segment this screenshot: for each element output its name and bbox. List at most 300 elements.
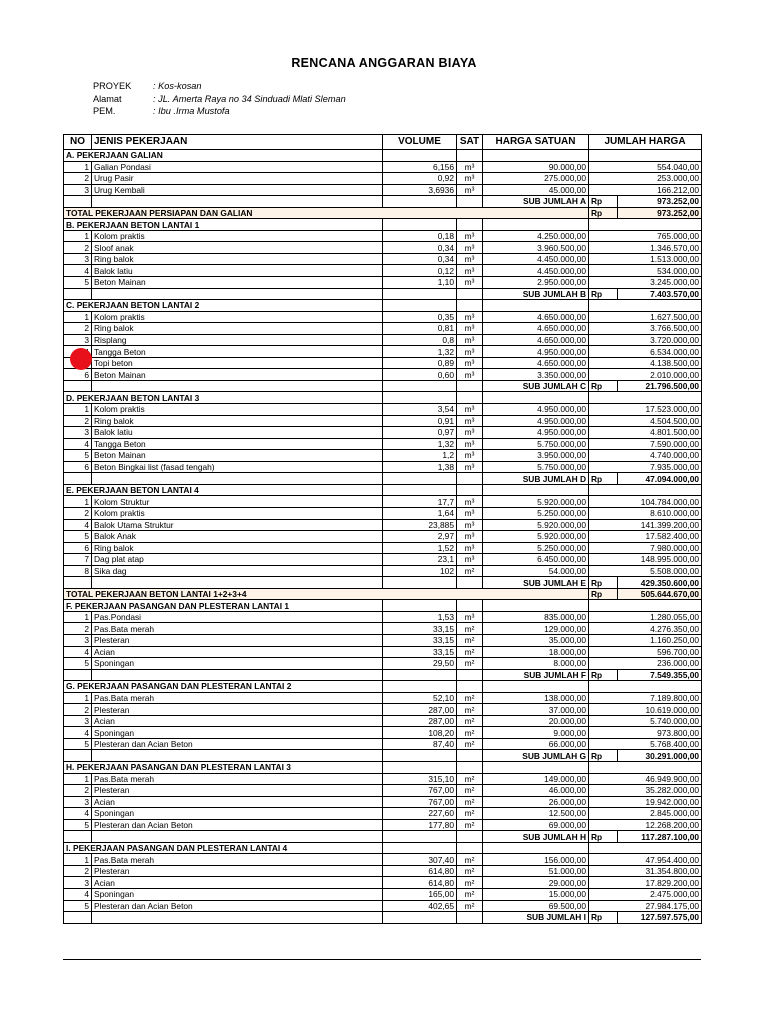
item-volume: 402,65 bbox=[383, 900, 457, 912]
section-header bbox=[64, 761, 702, 773]
item-name: Balok latiu bbox=[92, 265, 383, 277]
subtotal-value: 21.796.500,00 bbox=[618, 380, 702, 392]
table-row bbox=[64, 727, 702, 739]
item-no: 3 bbox=[64, 184, 92, 196]
item-volume: 33,15 bbox=[383, 623, 457, 635]
empty-cell bbox=[383, 473, 457, 485]
section-header bbox=[64, 600, 702, 612]
item-unit-price: 15.000,00 bbox=[483, 889, 589, 901]
item-unit-price: 37.000,00 bbox=[483, 704, 589, 716]
item-volume: 1,2 bbox=[383, 450, 457, 462]
empty-cell bbox=[383, 380, 457, 392]
empty-cell bbox=[92, 831, 383, 843]
meta-value: : Ibu .Irma Mustofa bbox=[153, 106, 230, 117]
item-unit-price: 5.920.000,00 bbox=[483, 496, 589, 508]
item-no: 4 bbox=[64, 646, 92, 658]
table-row bbox=[64, 173, 702, 185]
empty-cell bbox=[457, 392, 483, 404]
item-unit: m³ bbox=[457, 404, 483, 416]
item-unit: m³ bbox=[457, 519, 483, 531]
item-volume: 1,64 bbox=[383, 507, 457, 519]
section-title: A. PEKERJAAN GALIAN bbox=[64, 150, 383, 162]
meta-value: : Kos-kosan bbox=[153, 81, 202, 91]
item-name: Urug Kembali bbox=[92, 184, 383, 196]
item-unit: m² bbox=[457, 646, 483, 658]
item-no: 2 bbox=[64, 623, 92, 635]
empty-cell bbox=[589, 842, 702, 854]
item-unit-price: 4.650.000,00 bbox=[483, 334, 589, 346]
item-total-price: 19.942.000,00 bbox=[589, 796, 702, 808]
subtotal-row bbox=[64, 577, 702, 589]
empty-cell bbox=[92, 750, 383, 762]
item-no: 4 bbox=[64, 889, 92, 901]
item-name: Acian bbox=[92, 715, 383, 727]
subtotal-label: SUB JUMLAH H bbox=[483, 831, 589, 843]
item-total-price: 46.949.900,00 bbox=[589, 773, 702, 785]
item-total-price: 5.768.400,00 bbox=[589, 738, 702, 750]
empty-cell bbox=[457, 484, 483, 496]
item-name: Pas.Bata merah bbox=[92, 854, 383, 866]
table-row bbox=[64, 242, 702, 254]
subtotal-value: 973.252,00 bbox=[618, 196, 702, 208]
item-unit: m³ bbox=[457, 507, 483, 519]
item-total-price: 2.475.000,00 bbox=[589, 889, 702, 901]
section-title: H. PEKERJAAN PASANGAN DAN PLESTERAN LANTAI 3 bbox=[64, 761, 383, 773]
subtotal-label: SUB JUMLAH F bbox=[483, 669, 589, 681]
empty-cell bbox=[457, 219, 483, 231]
item-volume: 307,40 bbox=[383, 854, 457, 866]
empty-cell bbox=[483, 300, 589, 312]
empty-cell bbox=[483, 761, 589, 773]
item-no: 8 bbox=[64, 565, 92, 577]
empty-cell bbox=[64, 750, 92, 762]
empty-cell bbox=[457, 577, 483, 589]
item-volume: 1,53 bbox=[383, 611, 457, 623]
item-total-price: 2.010.000,00 bbox=[589, 369, 702, 381]
table-row bbox=[64, 692, 702, 704]
item-volume: 0,97 bbox=[383, 427, 457, 439]
item-volume: 0,89 bbox=[383, 357, 457, 369]
item-no: 2 bbox=[64, 415, 92, 427]
meta-row-owner bbox=[93, 105, 346, 118]
item-no: 2 bbox=[64, 865, 92, 877]
currency-label: Rp bbox=[589, 831, 618, 843]
header-sat: SAT bbox=[457, 135, 483, 150]
item-unit: m² bbox=[457, 854, 483, 866]
item-volume: 287,00 bbox=[383, 715, 457, 727]
item-no: 4 bbox=[64, 438, 92, 450]
table-row bbox=[64, 311, 702, 323]
item-total-price: 6.534.000,00 bbox=[589, 346, 702, 358]
item-unit-price: 275.000,00 bbox=[483, 173, 589, 185]
item-name: Acian bbox=[92, 877, 383, 889]
item-total-price: 7.590.000,00 bbox=[589, 438, 702, 450]
item-name: Kolom Struktur bbox=[92, 496, 383, 508]
item-total-price: 5.508.000,00 bbox=[589, 565, 702, 577]
item-name: Ring balok bbox=[92, 415, 383, 427]
page-title: RENCANA ANGGARAN BIAYA bbox=[291, 56, 477, 70]
item-volume: 1,32 bbox=[383, 346, 457, 358]
table-row bbox=[64, 611, 702, 623]
item-unit: m³ bbox=[457, 334, 483, 346]
empty-cell bbox=[589, 219, 702, 231]
item-volume: 23,885 bbox=[383, 519, 457, 531]
item-unit-price: 20.000,00 bbox=[483, 715, 589, 727]
section-header bbox=[64, 300, 702, 312]
item-no: 3 bbox=[64, 634, 92, 646]
item-total-price: 4.504.500,00 bbox=[589, 415, 702, 427]
item-unit: m³ bbox=[457, 450, 483, 462]
item-no: 1 bbox=[64, 404, 92, 416]
item-volume: 614,80 bbox=[383, 865, 457, 877]
item-no: 3 bbox=[64, 715, 92, 727]
table-row bbox=[64, 900, 702, 912]
meta-row-address bbox=[93, 93, 346, 106]
subtotal-label: SUB JUMLAH B bbox=[483, 288, 589, 300]
item-unit-price: 54.000,00 bbox=[483, 565, 589, 577]
empty-cell bbox=[383, 669, 457, 681]
item-total-price: 47.954.400,00 bbox=[589, 854, 702, 866]
item-name: Balok latiu bbox=[92, 427, 383, 439]
item-unit: m³ bbox=[457, 611, 483, 623]
section-title: D. PEKERJAAN BETON LANTAI 3 bbox=[64, 392, 383, 404]
empty-cell bbox=[92, 912, 383, 924]
table-row bbox=[64, 461, 702, 473]
total-label: TOTAL PEKERJAAN PERSIAPAN DAN GALIAN bbox=[64, 207, 589, 219]
subtotal-row bbox=[64, 750, 702, 762]
section-header bbox=[64, 392, 702, 404]
empty-cell bbox=[64, 912, 92, 924]
empty-cell bbox=[589, 600, 702, 612]
item-unit: m³ bbox=[457, 230, 483, 242]
item-unit-price: 35.000,00 bbox=[483, 634, 589, 646]
item-unit-price: 3.950.000,00 bbox=[483, 450, 589, 462]
item-name: Sponingan bbox=[92, 727, 383, 739]
item-unit: m³ bbox=[457, 461, 483, 473]
empty-cell bbox=[64, 288, 92, 300]
item-unit-price: 2.950.000,00 bbox=[483, 277, 589, 289]
item-volume: 29,50 bbox=[383, 658, 457, 670]
item-volume: 2,97 bbox=[383, 531, 457, 543]
empty-cell bbox=[92, 669, 383, 681]
item-volume: 33,15 bbox=[383, 634, 457, 646]
table-row bbox=[64, 704, 702, 716]
item-no: 1 bbox=[64, 773, 92, 785]
item-unit-price: 4.250.000,00 bbox=[483, 230, 589, 242]
item-volume: 177,80 bbox=[383, 819, 457, 831]
item-unit-price: 9.000,00 bbox=[483, 727, 589, 739]
table-row bbox=[64, 785, 702, 797]
table-row bbox=[64, 161, 702, 173]
item-name: Pas.Bata merah bbox=[92, 623, 383, 635]
item-name: Topi beton bbox=[92, 357, 383, 369]
subtotal-row bbox=[64, 288, 702, 300]
item-unit: m³ bbox=[457, 184, 483, 196]
empty-cell bbox=[589, 681, 702, 693]
item-volume: 227,60 bbox=[383, 808, 457, 820]
subtotal-row bbox=[64, 669, 702, 681]
item-unit: m³ bbox=[457, 173, 483, 185]
empty-cell bbox=[383, 831, 457, 843]
item-no: 7 bbox=[64, 554, 92, 566]
subtotal-value: 429.350.600,00 bbox=[618, 577, 702, 589]
item-no: 4 bbox=[64, 808, 92, 820]
item-name: Ring balok bbox=[92, 323, 383, 335]
table-row bbox=[64, 565, 702, 577]
item-unit: m³ bbox=[457, 323, 483, 335]
table-row bbox=[64, 865, 702, 877]
empty-cell bbox=[383, 196, 457, 208]
empty-cell bbox=[457, 380, 483, 392]
subtotal-label: SUB JUMLAH I bbox=[483, 912, 589, 924]
item-no: 2 bbox=[64, 173, 92, 185]
item-unit: m³ bbox=[457, 427, 483, 439]
currency-label: Rp bbox=[589, 473, 618, 485]
subtotal-row bbox=[64, 912, 702, 924]
item-name: Kolom praktis bbox=[92, 404, 383, 416]
item-unit-price: 6.450.000,00 bbox=[483, 554, 589, 566]
item-total-price: 2.845.000,00 bbox=[589, 808, 702, 820]
table-body bbox=[64, 150, 702, 924]
empty-cell bbox=[64, 380, 92, 392]
empty-cell bbox=[92, 288, 383, 300]
item-no: 5 bbox=[64, 277, 92, 289]
item-unit-price: 4.650.000,00 bbox=[483, 357, 589, 369]
item-unit: m³ bbox=[457, 265, 483, 277]
item-no: 4 bbox=[64, 519, 92, 531]
empty-cell bbox=[64, 473, 92, 485]
item-unit: m³ bbox=[457, 311, 483, 323]
empty-cell bbox=[383, 750, 457, 762]
item-volume: 0,92 bbox=[383, 173, 457, 185]
item-unit: m² bbox=[457, 889, 483, 901]
table-row bbox=[64, 819, 702, 831]
item-unit-price: 3.960.500,00 bbox=[483, 242, 589, 254]
currency-label: Rp bbox=[589, 207, 618, 219]
empty-cell bbox=[457, 669, 483, 681]
empty-cell bbox=[92, 196, 383, 208]
item-volume: 108,20 bbox=[383, 727, 457, 739]
meta-label: Alamat bbox=[93, 93, 122, 104]
item-no: 3 bbox=[64, 334, 92, 346]
item-total-price: 1.627.500,00 bbox=[589, 311, 702, 323]
item-total-price: 4.801.500,00 bbox=[589, 427, 702, 439]
item-no: 1 bbox=[64, 692, 92, 704]
item-name: Beton Bingkai list (fasad tengah) bbox=[92, 461, 383, 473]
item-total-price: 1.346.570,00 bbox=[589, 242, 702, 254]
subtotal-value: 127.597.575,00 bbox=[618, 912, 702, 924]
empty-cell bbox=[483, 842, 589, 854]
item-unit: m³ bbox=[457, 161, 483, 173]
table-row bbox=[64, 265, 702, 277]
item-unit: m³ bbox=[457, 542, 483, 554]
item-no: 5 bbox=[64, 900, 92, 912]
item-total-price: 1.280.055,00 bbox=[589, 611, 702, 623]
empty-cell bbox=[483, 150, 589, 162]
item-unit: m³ bbox=[457, 496, 483, 508]
item-unit: m² bbox=[457, 727, 483, 739]
meta-row-project bbox=[93, 80, 346, 93]
currency-label: Rp bbox=[589, 577, 618, 589]
item-unit: m² bbox=[457, 565, 483, 577]
subtotal-label: SUB JUMLAH A bbox=[483, 196, 589, 208]
item-unit: m² bbox=[457, 704, 483, 716]
header-unit-price: HARGA SATUAN bbox=[483, 135, 589, 150]
empty-cell bbox=[457, 196, 483, 208]
total-value: 505.644.670,00 bbox=[618, 588, 702, 600]
item-volume: 0,12 bbox=[383, 265, 457, 277]
table-row bbox=[64, 496, 702, 508]
item-name: Plesteran dan Acian Beton bbox=[92, 738, 383, 750]
table-row bbox=[64, 427, 702, 439]
item-name: Plesteran dan Acian Beton bbox=[92, 819, 383, 831]
table-row bbox=[64, 369, 702, 381]
project-meta bbox=[93, 80, 346, 118]
item-unit: m² bbox=[457, 773, 483, 785]
table-row bbox=[64, 507, 702, 519]
currency-label: Rp bbox=[589, 380, 618, 392]
item-name: Acian bbox=[92, 646, 383, 658]
empty-cell bbox=[589, 150, 702, 162]
item-unit: m³ bbox=[457, 277, 483, 289]
item-volume: 0,8 bbox=[383, 334, 457, 346]
item-volume: 1,10 bbox=[383, 277, 457, 289]
item-unit: m² bbox=[457, 634, 483, 646]
item-total-price: 3.766.500,00 bbox=[589, 323, 702, 335]
table-row bbox=[64, 715, 702, 727]
item-name: Pas.Pondasi bbox=[92, 611, 383, 623]
item-total-price: 12.268.200,00 bbox=[589, 819, 702, 831]
item-unit-price: 66.000,00 bbox=[483, 738, 589, 750]
item-name: Balok Anak bbox=[92, 531, 383, 543]
item-total-price: 7.980.000,00 bbox=[589, 542, 702, 554]
empty-cell bbox=[457, 831, 483, 843]
item-total-price: 17.523.000,00 bbox=[589, 404, 702, 416]
table-row bbox=[64, 253, 702, 265]
item-name: Plesteran bbox=[92, 704, 383, 716]
item-unit: m² bbox=[457, 808, 483, 820]
table-row bbox=[64, 404, 702, 416]
item-unit-price: 5.920.000,00 bbox=[483, 531, 589, 543]
item-total-price: 104.784.000,00 bbox=[589, 496, 702, 508]
item-name: Galian Pondasi bbox=[92, 161, 383, 173]
grand-total-row bbox=[64, 207, 702, 219]
item-name: Kolom praktis bbox=[92, 230, 383, 242]
item-unit-price: 69.500,00 bbox=[483, 900, 589, 912]
item-unit: m³ bbox=[457, 531, 483, 543]
item-no: 1 bbox=[64, 230, 92, 242]
empty-cell bbox=[457, 150, 483, 162]
table-row bbox=[64, 357, 702, 369]
item-total-price: 27.984.175,00 bbox=[589, 900, 702, 912]
subtotal-value: 30.291.000,00 bbox=[618, 750, 702, 762]
item-name: Pas.Bata merah bbox=[92, 692, 383, 704]
header-total-price: JUMLAH HARGA bbox=[589, 135, 702, 150]
item-total-price: 35.282.000,00 bbox=[589, 785, 702, 797]
table-row bbox=[64, 658, 702, 670]
item-unit-price: 156.000,00 bbox=[483, 854, 589, 866]
item-total-price: 148.995.000,00 bbox=[589, 554, 702, 566]
item-name: Sponingan bbox=[92, 889, 383, 901]
item-total-price: 3.720.000,00 bbox=[589, 334, 702, 346]
empty-cell bbox=[64, 577, 92, 589]
section-title: G. PEKERJAAN PASANGAN DAN PLESTERAN LANTAI 2 bbox=[64, 681, 383, 693]
item-unit: m² bbox=[457, 819, 483, 831]
table-row bbox=[64, 738, 702, 750]
table-row bbox=[64, 554, 702, 566]
table-row bbox=[64, 519, 702, 531]
empty-cell bbox=[383, 150, 457, 162]
item-no: 5 bbox=[64, 819, 92, 831]
item-unit-price: 835.000,00 bbox=[483, 611, 589, 623]
item-unit-price: 149.000,00 bbox=[483, 773, 589, 785]
item-unit-price: 51.000,00 bbox=[483, 865, 589, 877]
empty-cell bbox=[383, 577, 457, 589]
item-unit: m² bbox=[457, 738, 483, 750]
section-title: I. PEKERJAAN PASANGAN DAN PLESTERAN LANTAI 4 bbox=[64, 842, 383, 854]
subtotal-row bbox=[64, 380, 702, 392]
empty-cell bbox=[457, 600, 483, 612]
section-header bbox=[64, 484, 702, 496]
table-row bbox=[64, 634, 702, 646]
item-volume: 3,54 bbox=[383, 404, 457, 416]
item-unit: m² bbox=[457, 877, 483, 889]
item-no: 2 bbox=[64, 704, 92, 716]
item-name: Plesteran bbox=[92, 634, 383, 646]
item-total-price: 31.354.800,00 bbox=[589, 865, 702, 877]
item-unit-price: 90.000,00 bbox=[483, 161, 589, 173]
item-volume: 767,00 bbox=[383, 796, 457, 808]
item-unit-price: 8.000,00 bbox=[483, 658, 589, 670]
table-row bbox=[64, 531, 702, 543]
item-unit-price: 5.750.000,00 bbox=[483, 438, 589, 450]
empty-cell bbox=[483, 392, 589, 404]
item-total-price: 1.513.000,00 bbox=[589, 253, 702, 265]
table-row bbox=[64, 542, 702, 554]
item-volume: 165,00 bbox=[383, 889, 457, 901]
table-row bbox=[64, 277, 702, 289]
item-name: Beton Mainan bbox=[92, 277, 383, 289]
item-volume: 0,34 bbox=[383, 242, 457, 254]
table-row bbox=[64, 796, 702, 808]
empty-cell bbox=[383, 484, 457, 496]
table-row bbox=[64, 346, 702, 358]
section-header bbox=[64, 150, 702, 162]
currency-label: Rp bbox=[589, 669, 618, 681]
item-unit: m³ bbox=[457, 357, 483, 369]
item-unit-price: 3.350.000,00 bbox=[483, 369, 589, 381]
item-no: 3 bbox=[64, 796, 92, 808]
currency-label: Rp bbox=[589, 588, 618, 600]
item-unit: m² bbox=[457, 785, 483, 797]
red-marker bbox=[70, 348, 92, 370]
table-row bbox=[64, 808, 702, 820]
empty-cell bbox=[457, 300, 483, 312]
subtotal-row bbox=[64, 831, 702, 843]
item-unit: m³ bbox=[457, 415, 483, 427]
subtotal-label: SUB JUMLAH G bbox=[483, 750, 589, 762]
item-unit-price: 4.950.000,00 bbox=[483, 346, 589, 358]
item-no: 3 bbox=[64, 427, 92, 439]
item-total-price: 4.740.000,00 bbox=[589, 450, 702, 462]
item-name: Acian bbox=[92, 796, 383, 808]
empty-cell bbox=[92, 380, 383, 392]
item-unit: m² bbox=[457, 865, 483, 877]
table-row bbox=[64, 438, 702, 450]
header-no: NO bbox=[64, 135, 92, 150]
header-volume: VOLUME bbox=[383, 135, 457, 150]
item-no: 1 bbox=[64, 311, 92, 323]
